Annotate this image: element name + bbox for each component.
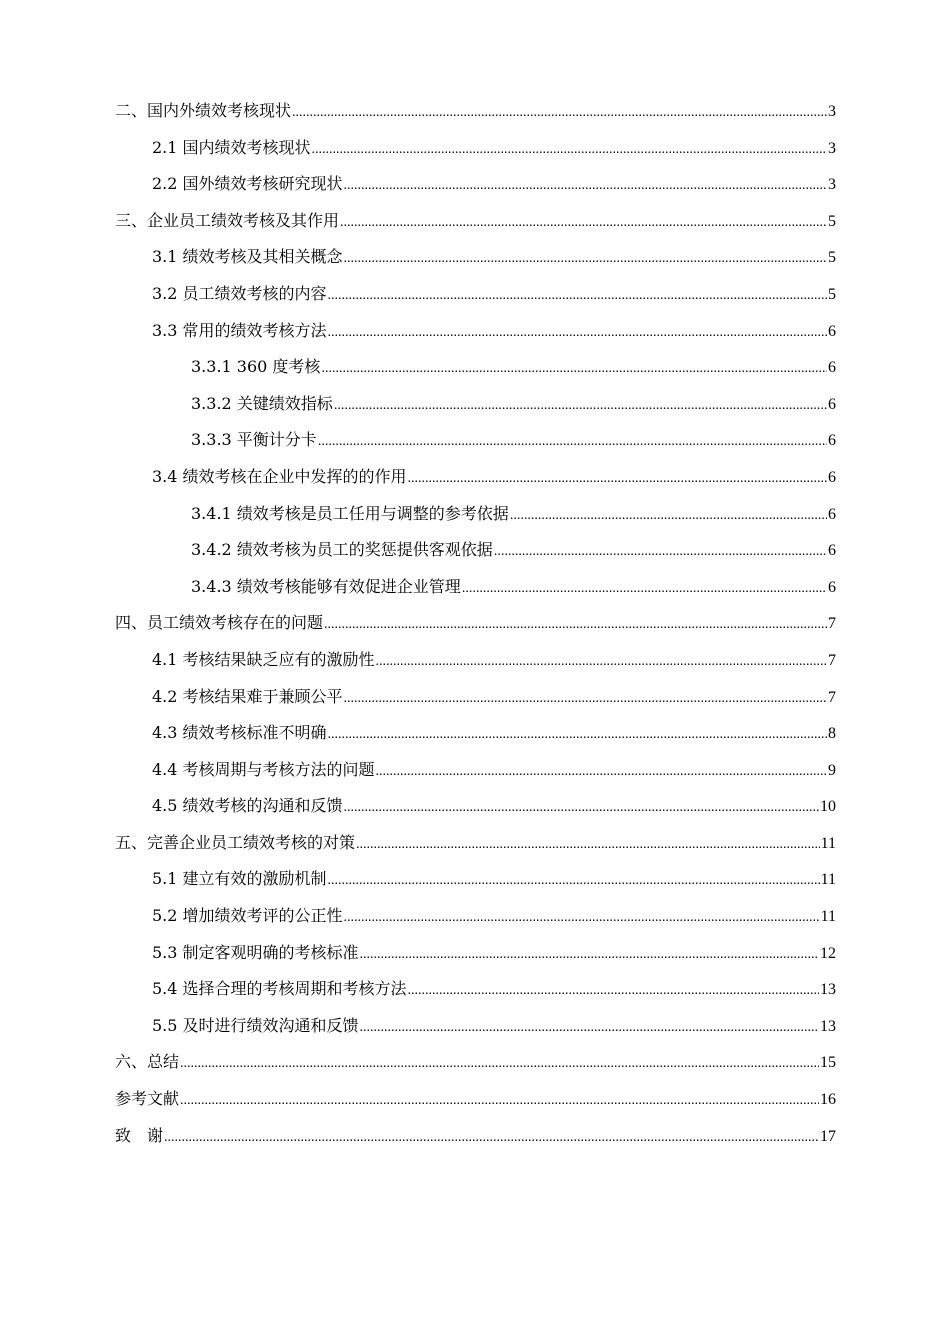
- toc-entry[interactable]: [115, 715, 836, 752]
- toc-entry[interactable]: [115, 861, 836, 898]
- toc-entry-title: 3.3.2 关键绩效指标: [191, 393, 333, 413]
- toc-entry-page-number: 16: [820, 1091, 836, 1109]
- toc-dot-leader: [334, 388, 827, 425]
- toc-entry-page-number: 7: [828, 615, 836, 633]
- toc-dot-leader: [344, 790, 819, 827]
- toc-dot-leader: [360, 1010, 819, 1047]
- toc-dot-leader: [376, 644, 827, 681]
- toc-entry-title: 3.3 常用的绩效考核方法: [152, 320, 327, 340]
- toc-entry-page-number: 12: [820, 944, 836, 962]
- toc-entry-page-number: 11: [820, 908, 836, 926]
- toc-entry-page-number: 15: [820, 1054, 836, 1072]
- toc-entry[interactable]: [115, 1044, 836, 1081]
- toc-entry-page-number: 3: [828, 139, 836, 157]
- toc-entry-title: 5.4 选择合理的考核周期和考核方法: [152, 979, 407, 999]
- toc-entry-title: 4.2 考核结果难于兼顾公平: [152, 686, 343, 706]
- table-of-contents: [115, 93, 836, 1154]
- toc-dot-leader: [356, 827, 820, 864]
- toc-entry-title: 5.2 增加绩效考评的公正性: [152, 906, 343, 926]
- toc-entry[interactable]: [115, 130, 836, 167]
- toc-dot-leader: [292, 95, 827, 132]
- toc-entry[interactable]: [115, 422, 836, 459]
- toc-dot-leader: [180, 1046, 819, 1083]
- toc-entry-page-number: 6: [828, 395, 836, 413]
- toc-entry-title: 5.3 制定客观明确的考核标准: [152, 942, 359, 962]
- toc-dot-leader: [328, 863, 820, 900]
- toc-entry-title: 3.1 绩效考核及其相关概念: [152, 247, 343, 267]
- toc-dot-leader: [376, 754, 827, 791]
- toc-entry-page-number: 7: [828, 688, 836, 706]
- toc-entry[interactable]: [115, 166, 836, 203]
- toc-dot-leader: [408, 973, 819, 1010]
- toc-entry[interactable]: [115, 935, 836, 972]
- toc-entry[interactable]: [115, 898, 836, 935]
- toc-entry-title: 4.5 绩效考核的沟通和反馈: [152, 796, 343, 816]
- toc-entry-title: 六、总结: [115, 1052, 180, 1072]
- toc-entry[interactable]: [115, 752, 836, 789]
- toc-dot-leader: [462, 571, 827, 608]
- toc-dot-leader: [164, 1120, 819, 1157]
- toc-entry-page-number: 3: [828, 103, 836, 120]
- toc-entry-title: 2.1 国内绩效考核现状: [152, 137, 311, 157]
- toc-dot-leader: [180, 1083, 819, 1120]
- toc-dot-leader: [360, 937, 819, 974]
- toc-entry-title: 4.3 绩效考核标准不明确: [152, 723, 327, 743]
- toc-entry-title: 4.1 考核结果缺乏应有的激励性: [152, 649, 375, 669]
- toc-entry-title: 五、完善企业员工绩效考核的对策: [115, 832, 356, 852]
- toc-entry-title: 三、企业员工绩效考核及其作用: [115, 210, 340, 230]
- toc-entry-page-number: 6: [828, 432, 836, 450]
- toc-dot-leader: [344, 168, 827, 205]
- toc-entry[interactable]: [115, 605, 836, 642]
- toc-entry-title: 四、员工绩效考核存在的问题: [115, 613, 324, 633]
- toc-entry-title: 3.4.3 绩效考核能够有效促进企业管理: [191, 576, 461, 596]
- toc-entry[interactable]: [115, 825, 836, 862]
- toc-entry-page-number: 5: [828, 212, 836, 230]
- toc-entry-page-number: 17: [820, 1127, 836, 1145]
- toc-entry-page-number: 6: [828, 322, 836, 340]
- toc-entry-page-number: 5: [828, 285, 836, 303]
- toc-entry-page-number: 5: [828, 249, 836, 267]
- toc-entry[interactable]: [115, 496, 836, 533]
- toc-entry[interactable]: [115, 1008, 836, 1045]
- toc-entry-page-number: 10: [820, 798, 836, 816]
- toc-entry-page-number: 6: [828, 468, 836, 486]
- toc-entry-page-number: 6: [828, 542, 836, 560]
- toc-entry-title: 3.4.2 绩效考核为员工的奖惩提供客观依据: [191, 540, 493, 560]
- toc-entry-page-number: 13: [820, 1017, 836, 1035]
- toc-entry[interactable]: [115, 532, 836, 569]
- toc-dot-leader: [328, 717, 827, 754]
- toc-entry-page-number: 9: [828, 761, 836, 779]
- toc-entry-title: 3.4.1 绩效考核是员工任用与调整的参考依据: [191, 503, 509, 523]
- toc-entry[interactable]: [115, 276, 836, 313]
- toc-entry-page-number: 7: [828, 651, 836, 669]
- toc-dot-leader: [408, 461, 827, 498]
- toc-entry-page-number: 3: [828, 176, 836, 194]
- toc-dot-leader: [328, 278, 827, 315]
- toc-entry[interactable]: [115, 788, 836, 825]
- toc-dot-leader: [328, 315, 827, 352]
- toc-entry-title: 3.2 员工绩效考核的内容: [152, 283, 327, 303]
- toc-entry-page-number: 13: [820, 981, 836, 999]
- toc-entry-title: 4.4 考核周期与考核方法的问题: [152, 759, 375, 779]
- toc-entry[interactable]: [115, 679, 836, 716]
- toc-entry[interactable]: [115, 1118, 836, 1155]
- toc-entry[interactable]: [115, 642, 836, 679]
- toc-dot-leader: [318, 424, 827, 461]
- toc-entry[interactable]: [115, 569, 836, 606]
- toc-entry-page-number: 6: [828, 505, 836, 523]
- toc-entry-title: 3.3.3 平衡计分卡: [191, 430, 317, 450]
- toc-dot-leader: [344, 681, 827, 718]
- toc-entry-title: 致 谢: [115, 1125, 164, 1145]
- toc-dot-leader: [494, 534, 827, 571]
- toc-entry-page-number: 8: [828, 725, 836, 743]
- toc-dot-leader: [312, 132, 827, 169]
- toc-entry-page-number: 11: [820, 871, 836, 889]
- toc-dot-leader: [321, 351, 827, 388]
- toc-entry-page-number: 6: [828, 359, 836, 377]
- toc-entry-page-number: 6: [828, 578, 836, 596]
- toc-entry-title: 5.5 及时进行绩效沟通和反馈: [152, 1015, 359, 1035]
- toc-dot-leader: [324, 607, 827, 644]
- toc-dot-leader: [344, 241, 827, 278]
- toc-entry-title: 参考文献: [115, 1089, 180, 1109]
- toc-entry-title: 二、国内外绩效考核现状: [115, 101, 292, 120]
- toc-dot-leader: [510, 498, 827, 535]
- toc-entry[interactable]: [115, 203, 836, 240]
- toc-entry-title: 3.3.1 360 度考核: [191, 357, 321, 377]
- toc-entry[interactable]: [115, 239, 836, 276]
- toc-entry-title: 2.2 国外绩效考核研究现状: [152, 174, 343, 194]
- toc-entry-title: 3.4 绩效考核在企业中发挥的的作用: [152, 466, 407, 486]
- toc-dot-leader: [344, 900, 820, 937]
- toc-entry[interactable]: [115, 1081, 836, 1118]
- toc-entry-title: 5.1 建立有效的激励机制: [152, 869, 327, 889]
- toc-entry[interactable]: [115, 971, 836, 1008]
- toc-entry[interactable]: [115, 349, 836, 386]
- toc-entry[interactable]: [115, 459, 836, 496]
- toc-entry[interactable]: [115, 386, 836, 423]
- toc-entry[interactable]: [115, 313, 836, 350]
- toc-entry[interactable]: [115, 93, 836, 130]
- toc-dot-leader: [340, 205, 827, 242]
- toc-entry-page-number: 11: [820, 834, 836, 852]
